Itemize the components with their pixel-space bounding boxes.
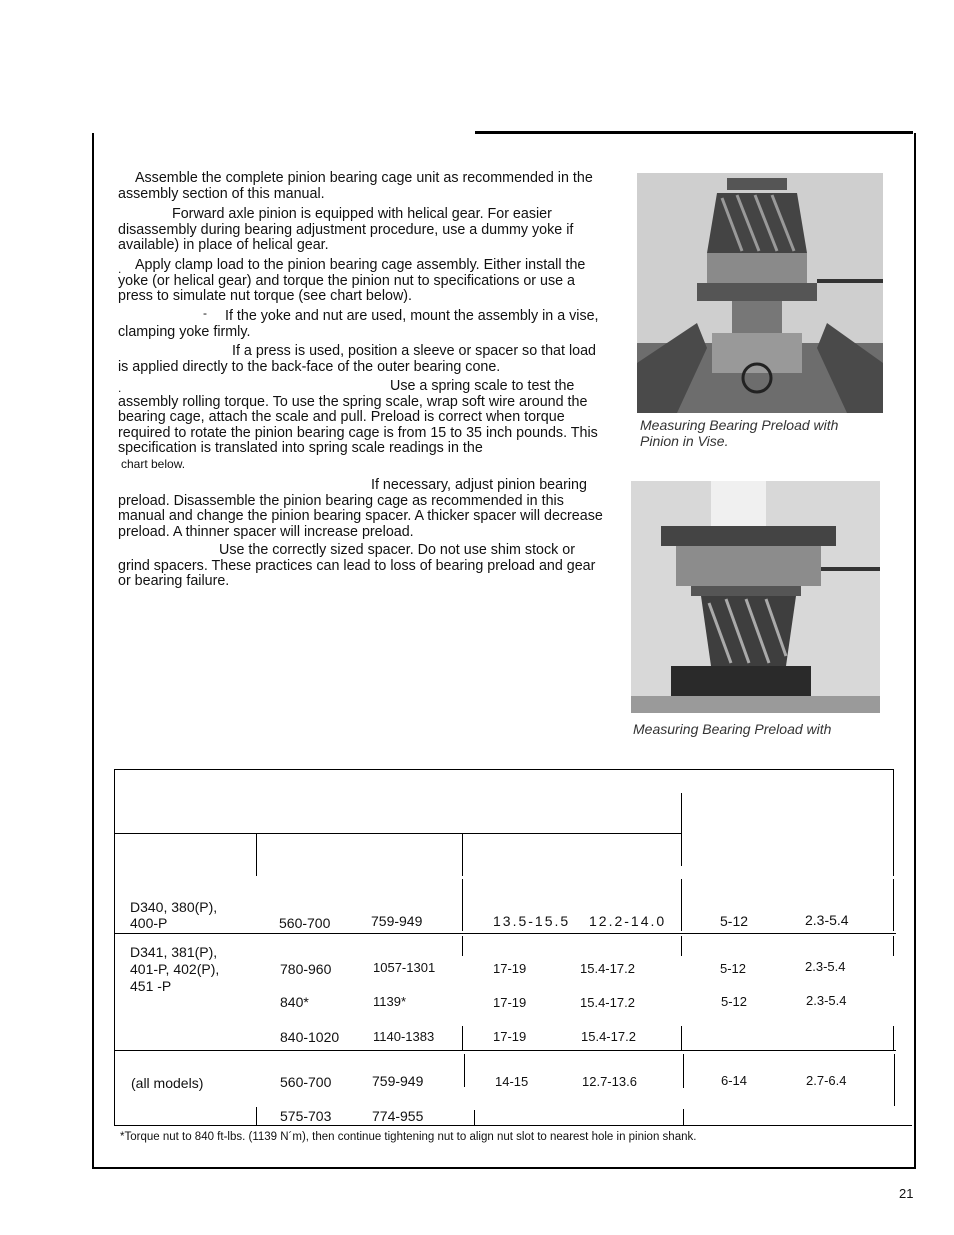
table-row-model: D341, 381(P), 401-P, 402(P), 451 -P — [130, 944, 220, 994]
table-col-divider — [462, 1026, 463, 1050]
table-row-divider — [114, 1050, 896, 1051]
table-cell: 780-960 — [280, 961, 332, 977]
table-col-divider — [683, 1109, 684, 1126]
table-cell: 1057-1301 — [373, 960, 436, 975]
table-footnote: *Torque nut to 840 ft-lbs. (1139 N´m), then continue tightening nut to align nut slot to nearest hole in pinion shank. — [120, 1131, 697, 1143]
table-cell: 12.7-13.6 — [582, 1074, 637, 1089]
table-col-divider — [256, 833, 257, 876]
table-col-divider — [681, 1026, 682, 1050]
stray-mark: . — [118, 262, 122, 276]
table-border-left — [114, 769, 115, 1126]
photo-caption-vise: Measuring Bearing Preload with Pinion in Vise. — [640, 417, 839, 449]
table-col-divider — [893, 936, 894, 956]
table-cell: 14-15 — [495, 1074, 529, 1089]
table-row-model: D340, 380(P), 400-P — [130, 899, 218, 931]
table-cell: 560-700 — [280, 1074, 332, 1090]
table-col-divider — [462, 833, 463, 876]
photo-caption-press: Measuring Bearing Preload with — [633, 721, 832, 737]
step-adjust-preload: If necessary, adjust pinion bearing preload. Disassemble the pinion bearing cage as recommended in this manual and change the pinion bearing spacer. A thicker spacer will decrease preload. A thinner spacer will increase preload. — [118, 477, 603, 540]
caution-spacer: Use the correctly sized spacer. Do not use shim stock or grind spacers. These practices can lead to loss of bearing preload and gear or bearing failure. — [118, 542, 596, 589]
table-col-divider — [256, 1107, 257, 1126]
table-border-top — [114, 769, 894, 770]
table-cell: 17-19 — [493, 995, 527, 1010]
table-header-divider — [114, 833, 681, 834]
table-cell: 1139* — [373, 994, 407, 1009]
table-col-divider — [681, 936, 682, 956]
table-header-split — [681, 793, 682, 866]
step-spring-scale: Use a spring scale to test the assembly rolling torque. To use the spring scale, wrap soft wire around the bearing cage, attach the scale and pull. Preload is correct when torque required to rotate the pinion bearing cage is from 15 to 35 inch pounds. This specification is translated into spring scale readings in the — [118, 378, 598, 456]
step-clamp-load: Apply clamp load to the pinion bearing cage assembly. Either install the yoke (or helical gear) and torque the pinion nut to specifications or use a press to simulate nut torque (see chart below). — [118, 257, 586, 304]
table-cell: 840* — [280, 994, 309, 1010]
table-cell: 2.3-5.4 — [805, 912, 849, 928]
table-col-divider — [681, 879, 682, 931]
table-cell: 759-949 — [371, 913, 423, 929]
table-cell: 2.7-6.4 — [806, 1073, 847, 1088]
table-cell: 17-19 — [493, 1029, 527, 1044]
stray-mark: . — [118, 381, 122, 395]
table-col-divider — [893, 879, 894, 931]
table-cell: 2.3-5.4 — [805, 959, 846, 974]
table-cell: 15.4-17.2 — [580, 995, 635, 1010]
table-col-divider — [462, 936, 463, 956]
table-col-divider — [894, 1054, 895, 1106]
table-cell: 17-19 — [493, 961, 527, 976]
table-cell: 6-14 — [721, 1073, 748, 1088]
table-cell: 12.2-14.0 — [589, 913, 667, 929]
table-cell: 560-700 — [279, 915, 331, 931]
table-row-model: (all models) — [131, 1075, 204, 1091]
table-border-right — [893, 769, 894, 876]
table-cell: 13.5-15.5 — [493, 913, 571, 929]
table-cell: 15.4-17.2 — [580, 961, 635, 976]
step-press-sleeve: If a press is used, position a sleeve or spacer so that load is applied directly to the back-face of the outer bearing cone. — [118, 343, 596, 375]
chart-below: chart below. — [121, 457, 186, 471]
page-number: 21 — [899, 1186, 914, 1201]
table-cell: 774-955 — [372, 1108, 424, 1124]
note-forward-axle: Forward axle pinion is equipped with helical gear. For easier disassembly during bearing adjustment procedure, use a dummy yoke if available) in place of helical gear. — [118, 206, 574, 253]
table-cell: 15.4-17.2 — [581, 1029, 636, 1044]
table-cell: 5-12 — [721, 994, 748, 1009]
photo-pinion-in-vise — [637, 173, 883, 449]
table-col-divider — [683, 1054, 684, 1088]
table-cell: 5-12 — [720, 961, 747, 976]
table-border-bottom — [114, 1125, 912, 1126]
table-col-divider — [464, 1054, 465, 1087]
table-col-divider — [474, 1110, 475, 1126]
table-cell: 575-703 — [280, 1108, 332, 1124]
photo-pinion-in-press — [631, 481, 880, 737]
table-col-divider — [462, 879, 463, 931]
table-cell: 840-1020 — [280, 1029, 340, 1045]
step-assemble: Assemble the complete pinion bearing cage unit as recommended in the assembly section of this manual. — [118, 170, 593, 202]
table-row-divider — [114, 933, 896, 934]
header-rule — [475, 131, 913, 134]
table-cell: 2.3-5.4 — [806, 993, 847, 1008]
table-cell: 5-12 — [720, 913, 749, 929]
table-cell: 759-949 — [372, 1073, 424, 1089]
table-cell: 1140-1383 — [373, 1029, 435, 1044]
stray-mark: - — [203, 306, 207, 320]
step-yoke-vise: If the yoke and nut are used, mount the assembly in a vise, clamping yoke firmly. — [118, 308, 599, 340]
table-col-divider — [893, 1026, 894, 1050]
